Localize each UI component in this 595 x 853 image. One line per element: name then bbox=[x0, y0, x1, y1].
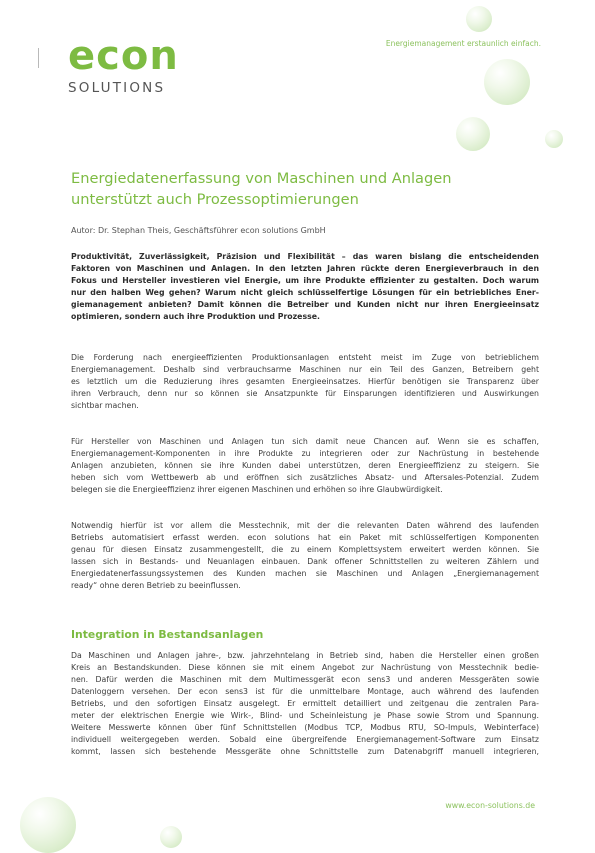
text-line: sichtbar machen. bbox=[71, 401, 139, 410]
text-line: nen. Dafür werden die Maschinen mit dem Multimessgerät econ sens3 und anderen Messgeräten sowie bbox=[71, 675, 539, 684]
lead-paragraph bbox=[71, 251, 539, 323]
text-line: es letztlich um die Reduzierung ihres gesamten Energieeinsatzes. Hierfür benötigen sie Transparenz über bbox=[71, 377, 539, 386]
text-line: genau für diesen Einsatz zusammengestellt, die zu einem Komplettsystem erweitert werden können. Sie bbox=[71, 545, 539, 554]
body-paragraph bbox=[71, 436, 539, 496]
text-line: meter der elektrischen Energie wie Wirk-, Blind- und Scheinleistung je Phase sowie Strom und Spannung. bbox=[71, 711, 539, 720]
text-line: individuell weitergegeben werden. Sobald eine übergreifende Energiemanagement-Software zum Einsatz bbox=[71, 735, 539, 744]
decorative-bubble bbox=[456, 117, 490, 151]
text-line: Betriebs automatisiert erfasst werden. econ solutions hat ein Paket mit schlüsselfertigen Komponenten bbox=[71, 533, 539, 542]
decorative-bubble bbox=[160, 826, 182, 848]
text-line: giemanagement anbieten? Damit können die Betreiber und Kunden nicht nur ihren Energieeinsatz bbox=[71, 300, 539, 309]
title-line: unterstützt auch Prozessoptimierungen bbox=[71, 191, 359, 208]
footer-url-link[interactable]: www.econ-solutions.de bbox=[445, 801, 535, 810]
decorative-bubble bbox=[20, 797, 76, 853]
author-line: Autor: Dr. Stephan Theis, Geschäftsführer econ solutions GmbH bbox=[71, 226, 326, 235]
text-line: Notwendig hierfür ist vor allem die Messtechnik, mit der die relevanten Daten während des laufenden bbox=[71, 521, 539, 530]
text-line: Energiemanagement-Komponenten in ihre Produkte zu integrieren oder zur Nachrüstung in bestehende bbox=[71, 449, 539, 458]
section-heading: Integration in Bestandsanlagen bbox=[71, 628, 264, 641]
text-line: lassen sich in Bestands- und Neuanlagen einbauen. Dank offener Schnittstellen zu weiteren Zählern und bbox=[71, 557, 539, 566]
text-line: optimieren, sondern auch ihre Produktion und Prozesse. bbox=[71, 312, 321, 321]
text-line: Die Forderung nach energieeffizienten Produktionsanlagen entsteht meist im Zuge von betrieblichem bbox=[71, 353, 539, 362]
text-line: Betriebs, und den sofortigen Einsatz ausgelegt. Er ermittelt detailliert und zeitgenau die zentralen Para- bbox=[71, 699, 539, 708]
text-line: nur den halben Weg gehen? Warum nicht gleich schlüsselfertige Lösungen für ein betriebliches Ener- bbox=[71, 288, 539, 297]
text-line: heben sich vom Wettbewerb ab und eröffnen sich zusätzliches Absatz- und Aftersales-Potenzial. Zudem bbox=[71, 473, 539, 482]
econ-logo bbox=[68, 33, 193, 102]
text-line: Fokus und Hersteller investieren viel Energie, um ihre Produkte effizienter zu gestalten. Doch warum bbox=[71, 276, 539, 285]
text-line: Energiedatenerfassungssystemen des Kunden machen sie Maschinen und Anlagen „Energiemanagement bbox=[71, 569, 539, 578]
body-paragraph bbox=[71, 352, 539, 412]
text-line: Faktoren von Maschinen und Anlagen. In den letzten Jahren rückte deren Energieverbrauch in den bbox=[71, 264, 539, 273]
text-line: Produktivität, Zuverlässigkeit, Präzision und Flexibilität – das waren bislang die entscheidenden bbox=[71, 252, 539, 261]
text-line: Datenloggern versehen. Der econ sens3 ist für die unmittelbare Montage, auch während des laufenden bbox=[71, 687, 539, 696]
text-line: Für Hersteller von Maschinen und Anlagen tun sich damit neue Chancen auf. Wenn sie es schaffen, bbox=[71, 437, 539, 446]
text-line: Weitere Messwerte können über fünf Schnittstellen (Modbus TCP, Modbus RTU, SO-Impuls, Webinterface) bbox=[71, 723, 539, 732]
text-line: ready“ ohne deren Betrieb zu beeinflussen. bbox=[71, 581, 241, 590]
logo-subtitle: SOLUTIONS bbox=[68, 80, 166, 96]
logo-wordmark: econ bbox=[68, 33, 179, 79]
text-line: belegen sie die Energieeffizienz ihrer eigenen Maschinen und erhöhen so ihre Glaubwürdigkeit. bbox=[71, 485, 443, 494]
text-line: Energiemanagement. Deshalb sind verbrauchsarme Maschinen nur ein Teil des Ganzen, Betreibern geht bbox=[71, 365, 539, 374]
article-title bbox=[71, 168, 491, 210]
title-line: Energiedatenerfassung von Maschinen und Anlagen bbox=[71, 170, 452, 187]
decorative-bubble bbox=[466, 6, 492, 32]
text-line: kommt, lassen sich bestehende Messgeräte ohne Schnittstelle zum Datenabgriff manuell integrieren, bbox=[71, 747, 539, 756]
text-line: ihren Verbrauch, denn nur so können sie Ansatzpunkte für Einsparungen identifizieren und Auswirkungen bbox=[71, 389, 539, 398]
decorative-bubble bbox=[484, 59, 530, 105]
decorative-bubble bbox=[545, 130, 563, 148]
body-paragraph bbox=[71, 650, 539, 758]
text-line: Da Maschinen und Anlagen jahre-, bzw. jahrzehntelang in Betrieb sind, haben die Hersteller einen großen bbox=[71, 651, 539, 660]
header-divider bbox=[38, 48, 39, 68]
text-line: Anlagen anzubieten, können sie ihre Kunden dabei unterstützen, deren Energieeffizienz zu steigern. Sie bbox=[71, 461, 539, 470]
body-paragraph bbox=[71, 520, 539, 592]
text-line: Kreis an Bestandskunden. Diese können sie mit einem Angebot zur Nachrüstung von Messtechnik bedie- bbox=[71, 663, 539, 672]
tagline: Energiemanagement erstaunlich einfach. bbox=[385, 39, 541, 48]
